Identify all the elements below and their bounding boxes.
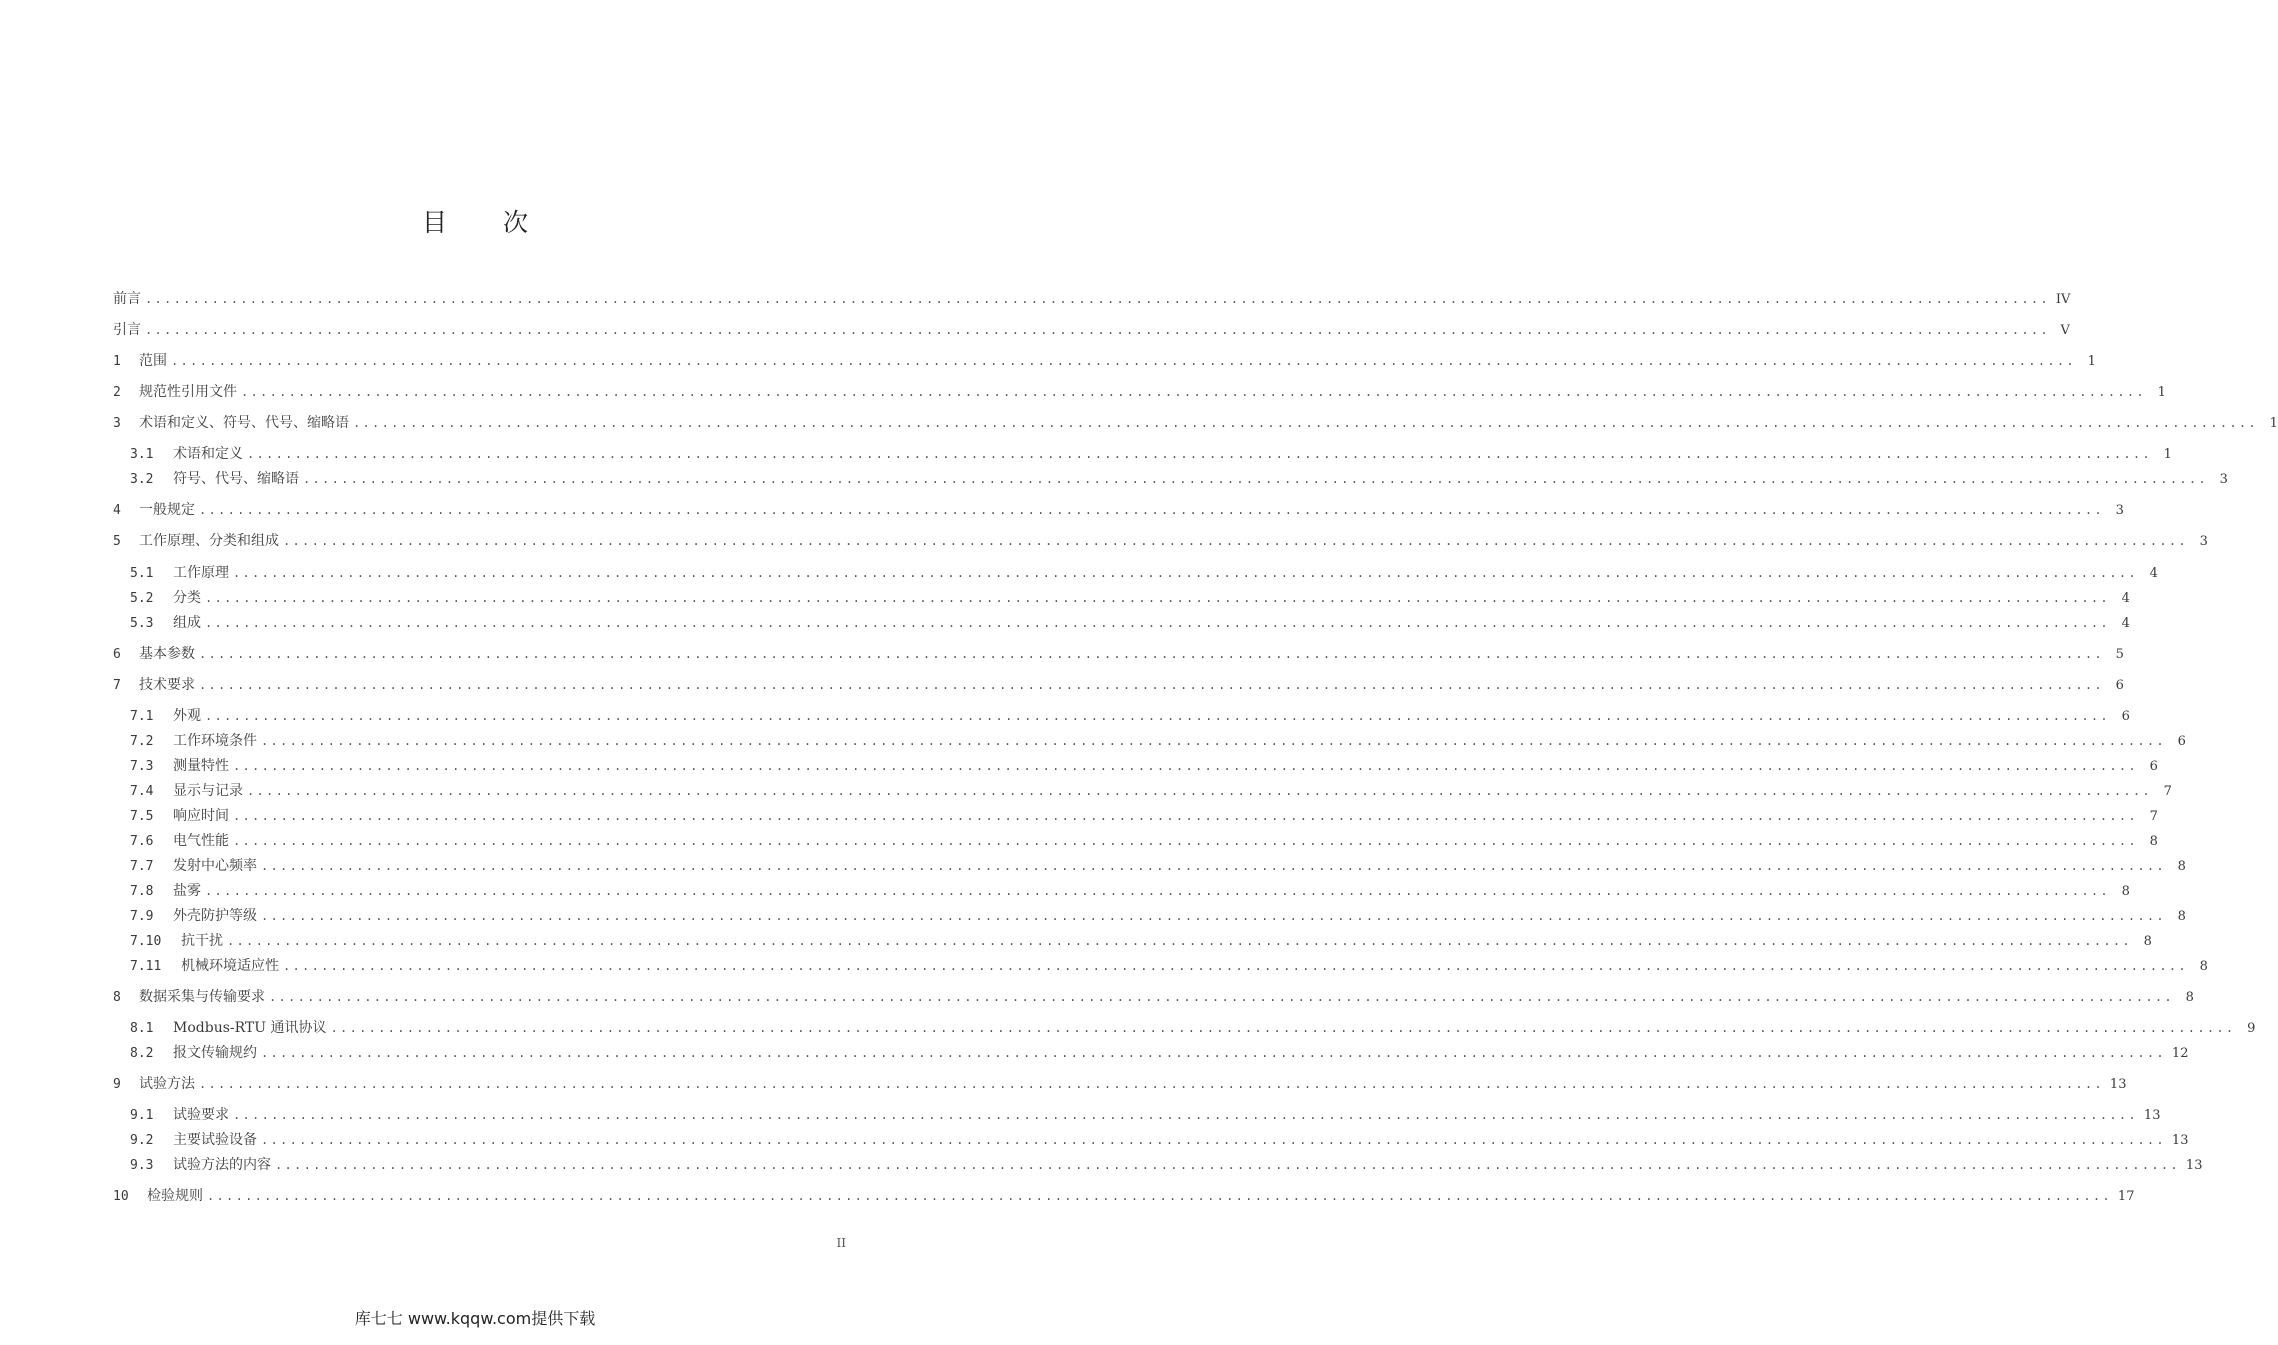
toc-entry-page: 4 [2149, 566, 2158, 581]
toc-entry-page: 9 [2247, 1021, 2256, 1036]
toc-leader-dots: ........................................................................................................................................................................................................ [353, 416, 2258, 430]
toc-entry-page: 6 [2115, 678, 2124, 693]
toc-entry-page: 13 [2185, 1158, 2203, 1173]
toc-entry-page: 13 [2143, 1108, 2161, 1123]
toc-entry-number: 5.1 [130, 566, 154, 581]
toc-entry[interactable] [130, 755, 2158, 777]
toc-entry-label: 数据采集与传输要求 [139, 989, 265, 1005]
toc-leader-dots: ........................................................................................................................................................................................................ [247, 784, 2152, 798]
toc-leader-dots: ........................................................................................................................................................................................................ [247, 447, 2152, 461]
toc-entry[interactable] [130, 468, 2228, 490]
toc-entry[interactable] [130, 880, 2130, 902]
toc-entry[interactable] [130, 1104, 2161, 1126]
toc-entry-label: 引言 [113, 322, 141, 338]
toc-entry-page: 8 [2177, 859, 2186, 874]
toc-entry[interactable] [130, 705, 2130, 727]
toc-entry-number: 7.9 [130, 909, 154, 924]
toc-entry-page: 8 [2149, 834, 2158, 849]
toc-entry-label: 试验方法的内容 [173, 1157, 271, 1173]
toc-entry-number: 9.1 [130, 1108, 154, 1123]
toc-entry[interactable] [113, 412, 2278, 434]
toc-entry[interactable] [130, 855, 2186, 877]
toc-entry[interactable] [130, 562, 2158, 584]
toc-entry-page: 3 [2199, 534, 2208, 549]
toc-leader-dots: ........................................................................................................................................................................................................ [303, 472, 2208, 486]
toc-entry-number: 10 [113, 1189, 129, 1204]
toc-entry-number: 3 [113, 416, 121, 431]
toc-entry-number: 9.3 [130, 1158, 154, 1173]
toc-entry-label: 分类 [173, 590, 201, 606]
toc-leader-dots: ........................................................................................................................................................................................................ [171, 354, 2076, 368]
toc-entry-page: 3 [2219, 472, 2228, 487]
toc-entry[interactable] [130, 805, 2158, 827]
toc-leader-dots: ........................................................................................................................................................................................................ [261, 734, 2166, 748]
toc-entry[interactable] [130, 587, 2130, 609]
toc-entry-number: 7.10 [130, 934, 162, 949]
toc-entry-label: 规范性引用文件 [139, 384, 237, 400]
toc-entry-label: 电气性能 [173, 833, 229, 849]
toc-entry-number: 9 [113, 1077, 121, 1092]
toc-entry-page: 8 [2199, 959, 2208, 974]
toc-leader-dots: ........................................................................................................................................................................................................ [283, 534, 2188, 548]
toc-leader-dots: ........................................................................................................................................................................................................ [227, 934, 2132, 948]
toc-entry-number: 3.2 [130, 472, 154, 487]
toc-entry-label: 工作环境条件 [173, 733, 257, 749]
toc-entry-page: 8 [2143, 934, 2152, 949]
toc-entry[interactable] [130, 730, 2186, 752]
toc-entry-number: 7.7 [130, 859, 154, 874]
toc-leader-dots: ........................................................................................................................................................................................................ [207, 1189, 2112, 1203]
toc-entry-page: 8 [2177, 909, 2186, 924]
toc-leader-dots: ........................................................................................................................................................................................................ [145, 292, 2050, 306]
toc-entry-number: 8.1 [130, 1021, 154, 1036]
toc-entry-page: 6 [2149, 759, 2158, 774]
toc-leader-dots: ........................................................................................................................................................................................................ [261, 909, 2166, 923]
toc-entry-label: Modbus-RTU 通讯协议 [173, 1020, 327, 1036]
toc-entry-page: IV [2055, 292, 2071, 307]
toc-entry-label: 基本参数 [139, 646, 195, 662]
toc-leader-dots: ........................................................................................................................................................................................................ [233, 566, 2138, 580]
toc-entry[interactable] [130, 905, 2186, 927]
toc-leader-dots: ........................................................................................................................................................................................................ [261, 1133, 2166, 1147]
toc-leader-dots: ........................................................................................................................................................................................................ [261, 859, 2166, 873]
toc-title: 目 次 [422, 208, 552, 237]
toc-entry-label: 抗干扰 [181, 933, 223, 949]
toc-entry-number: 5.3 [130, 616, 154, 631]
toc-entry-label: 机械环境适应性 [181, 958, 279, 974]
toc-entry-label: 工作原理 [173, 565, 229, 581]
toc-leader-dots: ........................................................................................................................................................................................................ [233, 759, 2138, 773]
toc-entry-label: 工作原理、分类和组成 [139, 533, 279, 549]
toc-leader-dots: ........................................................................................................................................................................................................ [199, 503, 2104, 517]
toc-entry[interactable] [130, 930, 2152, 952]
toc-leader-dots: ........................................................................................................................................................................................................ [283, 959, 2188, 973]
toc-entry-page: 5 [2115, 647, 2124, 662]
toc-entry-number: 4 [113, 503, 121, 518]
toc-entry[interactable] [113, 350, 2096, 372]
toc-entry[interactable] [130, 1129, 2189, 1151]
toc-leader-dots: ........................................................................................................................................................................................................ [233, 834, 2138, 848]
toc-entry-page: 12 [2171, 1046, 2189, 1061]
toc-leader-dots: ........................................................................................................................................................................................................ [233, 1108, 2138, 1122]
toc-entry[interactable] [130, 612, 2130, 634]
toc-entry-number: 7.2 [130, 734, 154, 749]
toc-entry[interactable] [130, 780, 2172, 802]
toc-entry-label: 范围 [139, 353, 167, 369]
toc-entry-number: 7.1 [130, 709, 154, 724]
toc-entry-page: 13 [2109, 1077, 2127, 1092]
toc-entry-label: 术语和定义、符号、代号、缩略语 [139, 415, 349, 431]
toc-entry-number: 1 [113, 354, 121, 369]
toc-entry-number: 7.8 [130, 884, 154, 899]
toc-entry[interactable] [130, 1042, 2189, 1064]
toc-entry-number: 7 [113, 678, 121, 693]
toc-leader-dots: ........................................................................................................................................................................................................ [145, 323, 2050, 337]
toc-entry-page: 1 [2157, 385, 2166, 400]
toc-entry-page: 6 [2177, 734, 2186, 749]
toc-entry-label: 技术要求 [139, 677, 195, 693]
toc-leader-dots: ........................................................................................................................................................................................................ [261, 1046, 2166, 1060]
toc-entry-number: 7.5 [130, 809, 154, 824]
toc-entry-label: 测量特性 [173, 758, 229, 774]
toc-leader-dots: ........................................................................................................................................................................................................ [269, 990, 2174, 1004]
toc-entry[interactable] [113, 986, 2194, 1008]
toc-entry-number: 8 [113, 990, 121, 1005]
toc-entry-page: 6 [2121, 709, 2130, 724]
toc-entry-number: 5 [113, 534, 121, 549]
toc-entry-page: V [2060, 323, 2070, 338]
toc-entry[interactable] [113, 1185, 2135, 1207]
toc-entry[interactable] [130, 443, 2172, 465]
toc-leader-dots: ........................................................................................................................................................................................................ [233, 809, 2138, 823]
toc-entry-page: 7 [2163, 784, 2172, 799]
toc-leader-dots: ........................................................................................................................................................................................................ [199, 678, 2104, 692]
toc-entry-label: 试验要求 [173, 1107, 229, 1123]
toc-entry-number: 7.3 [130, 759, 154, 774]
toc-entry-page: 4 [2121, 591, 2130, 606]
toc-entry-label: 术语和定义 [173, 446, 243, 462]
toc-entry-label: 检验规则 [147, 1188, 203, 1204]
toc-leader-dots: ........................................................................................................................................................................................................ [330, 1021, 2236, 1035]
toc-entry-number: 5.2 [130, 591, 154, 606]
toc-entry-number: 8.2 [130, 1046, 154, 1061]
toc-leader-dots: ........................................................................................................................................................................................................ [199, 1077, 2104, 1091]
toc-entry-label: 盐雾 [173, 883, 201, 899]
toc-entry[interactable] [113, 1073, 2127, 1095]
toc-entry-label: 外观 [173, 708, 201, 724]
toc-entry-number: 6 [113, 647, 121, 662]
toc-entry-label: 报文传输规约 [173, 1045, 257, 1061]
toc-entry-page: 8 [2121, 884, 2130, 899]
toc-entry-number: 2 [113, 385, 121, 400]
toc-entry[interactable] [113, 643, 2124, 665]
toc-leader-dots: ........................................................................................................................................................................................................ [205, 709, 2110, 723]
toc-entry-page: 17 [2117, 1189, 2135, 1204]
toc-entry[interactable] [113, 530, 2208, 552]
toc-leader-dots: ........................................................................................................................................................................................................ [205, 591, 2110, 605]
toc-entry[interactable] [113, 288, 2071, 310]
toc-entry-number: 7.6 [130, 834, 154, 849]
toc-entry[interactable] [113, 381, 2166, 403]
toc-entry-number: 3.1 [130, 447, 154, 462]
toc-entry-label: 发射中心频率 [173, 858, 257, 874]
toc-entry[interactable] [130, 1017, 2256, 1039]
toc-entry-page: 1 [2163, 447, 2172, 462]
toc-entry-page: 3 [2115, 503, 2124, 518]
toc-entry-label: 符号、代号、缩略语 [173, 471, 299, 487]
toc-entry-page: 7 [2149, 809, 2158, 824]
toc-entry-label: 组成 [173, 615, 201, 631]
toc-entry[interactable] [113, 499, 2124, 521]
toc-entry-label: 外壳防护等级 [173, 908, 257, 924]
toc-entry-number: 7.11 [130, 959, 162, 974]
toc-entry-number: 9.2 [130, 1133, 154, 1148]
toc-entry-page: 1 [2269, 416, 2278, 431]
toc-entry-page: 8 [2185, 990, 2194, 1005]
toc-entry[interactable] [130, 955, 2208, 977]
footer-watermark: 库七七 www.kqqw.com提供下载 [354, 1309, 596, 1328]
toc-entry-page: 1 [2087, 354, 2096, 369]
toc-entry[interactable] [130, 830, 2158, 852]
toc-entry-label: 一般规定 [139, 502, 195, 518]
toc-entry-label: 主要试验设备 [173, 1132, 257, 1148]
toc-entry-page: 13 [2171, 1133, 2189, 1148]
toc-entry[interactable] [113, 674, 2124, 696]
toc-entry-label: 试验方法 [139, 1076, 195, 1092]
toc-entry-label: 显示与记录 [173, 783, 243, 799]
toc-entry-page: 4 [2121, 616, 2130, 631]
page-number: II [836, 1236, 846, 1250]
toc-leader-dots: ........................................................................................................................................................................................................ [205, 616, 2110, 630]
toc-entry-label: 前言 [113, 291, 141, 307]
toc-leader-dots: ........................................................................................................................................................................................................ [241, 385, 2146, 399]
toc-entry[interactable] [113, 319, 2070, 341]
toc-leader-dots: ........................................................................................................................................................................................................ [275, 1158, 2180, 1172]
toc-entry-label: 响应时间 [173, 808, 229, 824]
toc-entry[interactable] [130, 1154, 2203, 1176]
toc-leader-dots: ........................................................................................................................................................................................................ [205, 884, 2110, 898]
toc-entry-number: 7.4 [130, 784, 154, 799]
toc-leader-dots: ........................................................................................................................................................................................................ [199, 647, 2104, 661]
